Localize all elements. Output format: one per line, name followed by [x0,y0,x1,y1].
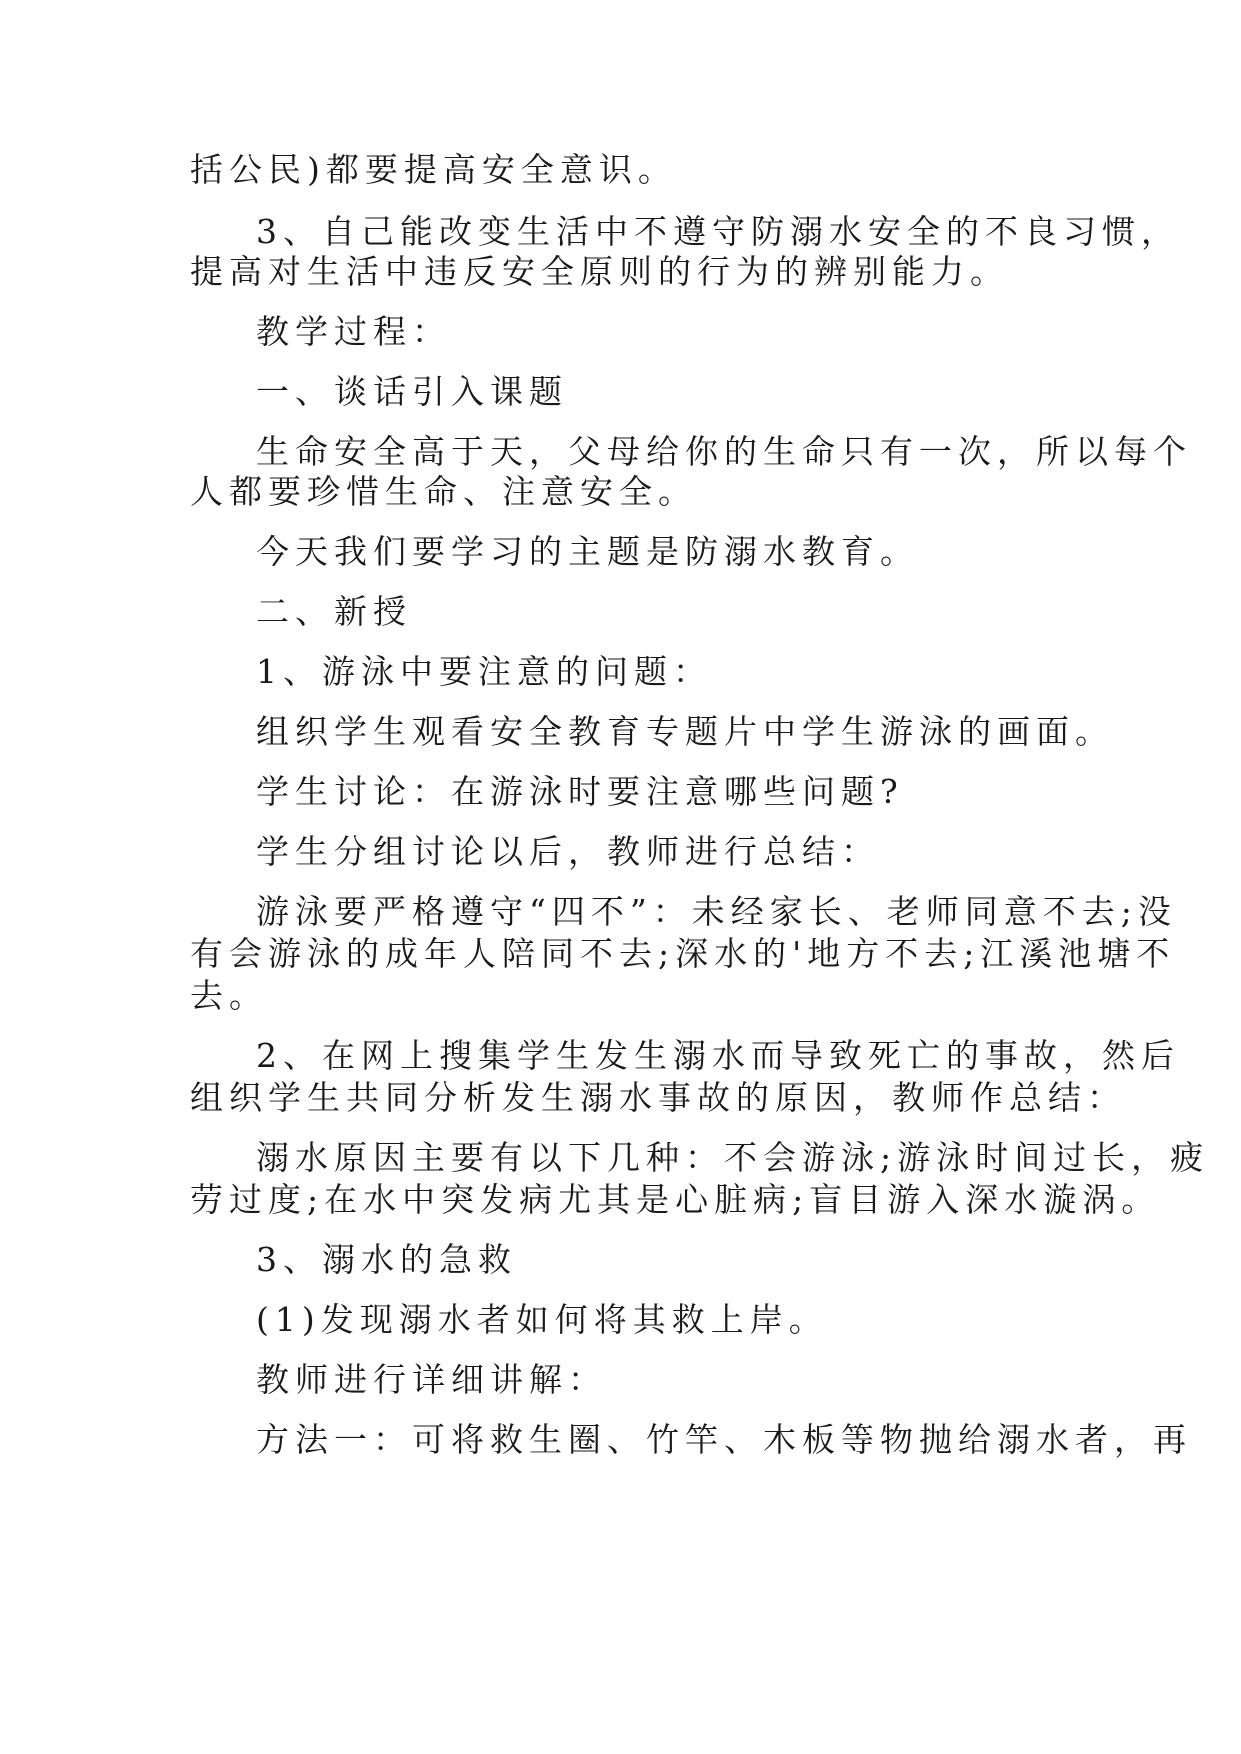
paragraph-line: 劳过度;在水中突发病尤其是心脏病;盲目游入深水漩涡。 [190,1180,1161,1219]
paragraph-line: 游泳要严格遵守“四不”：未经家长、老师同意不去;没 [256,892,1177,931]
section-heading: 一、谈话引入课题 [256,372,568,411]
paragraph-line: 溺水原因主要有以下几种：不会游泳;游泳时间过长，疲 [256,1138,1210,1177]
paragraph-line: 学生讨论：在游泳时要注意哪些问题? [256,772,904,811]
paragraph-line: 括公民)都要提高安全意识。 [190,150,677,189]
paragraph-line: 方法一：可将救生圈、竹竿、木板等物抛给溺水者，再 [256,1420,1192,1459]
paragraph-line: 有会游泳的成年人陪同不去;深水的'地方不去;江溪池塘不 [190,934,1176,973]
section-heading: 教学过程： [256,312,451,351]
section-heading: 3、溺水的急救 [256,1240,517,1279]
section-heading: 二、新授 [256,592,412,631]
paragraph-line: 学生分组讨论以后，教师进行总结： [256,832,880,871]
section-heading: 1、游泳中要注意的问题： [256,652,712,691]
paragraph-line: 人都要珍惜生命、注意安全。 [190,472,697,511]
paragraph-line: 今天我们要学习的主题是防溺水教育。 [256,532,919,571]
paragraph-line: (1)发现溺水者如何将其救上岸。 [256,1300,828,1339]
paragraph-line: 组织学生共同分析发生溺水事故的原因，教师作总结： [190,1078,1126,1117]
paragraph-line: 3、自己能改变生活中不遵守防溺水安全的不良习惯， [256,212,1180,251]
paragraph-line: 组织学生观看安全教育专题片中学生游泳的画面。 [256,712,1114,751]
paragraph-line: 2、在网上搜集学生发生溺水而导致死亡的事故，然后 [256,1036,1180,1075]
paragraph-line: 提高对生活中违反安全原则的行为的辨别能力。 [190,252,1009,291]
paragraph-line: 教师进行详细讲解： [256,1360,607,1399]
paragraph-line: 去。 [190,976,268,1015]
paragraph-line: 生命安全高于天，父母给你的生命只有一次，所以每个 [256,432,1192,471]
